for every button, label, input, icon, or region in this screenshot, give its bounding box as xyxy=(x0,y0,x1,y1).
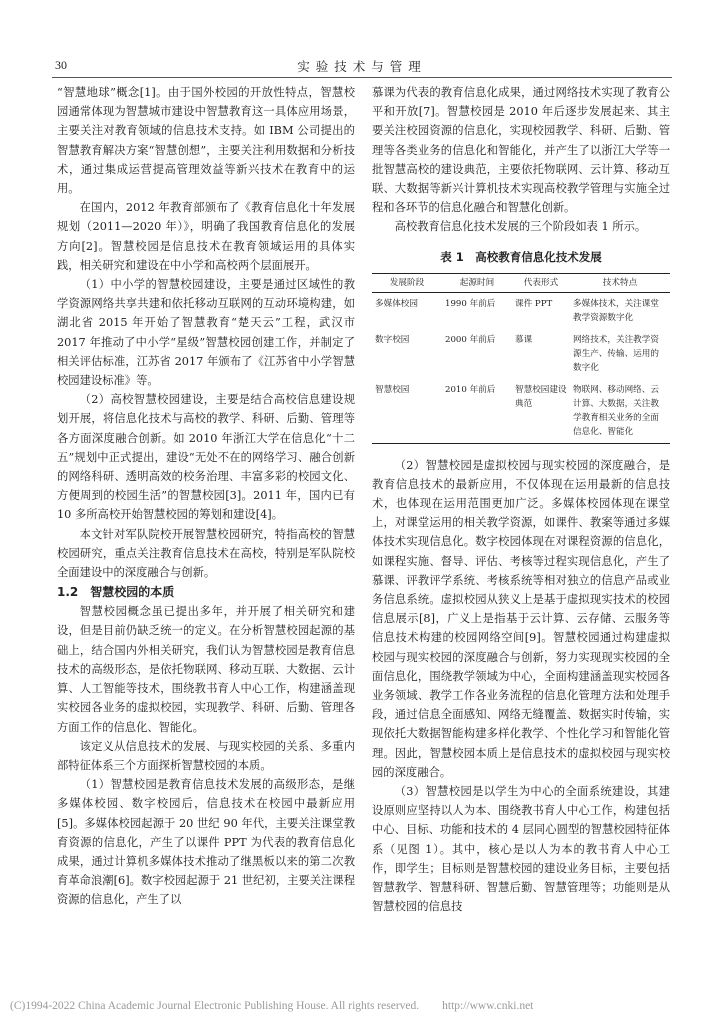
table-cell: 网络技术，关注教学资源生产、传输、运用的数字化 xyxy=(573,334,659,373)
table-cell: 2000 年前后 xyxy=(445,334,496,345)
table-header: 发展阶段 xyxy=(372,273,442,292)
tech-development-table xyxy=(372,273,670,444)
paragraph: 本文针对军队院校开展智慧校园研究，特指高校的智慧校园研究，重点关注教育信息技术在高校，特别是军队院校全面建设中的深度融合与创新。 xyxy=(57,527,355,580)
table-header: 代表形式 xyxy=(512,273,570,292)
table-cell: 课件 PPT xyxy=(515,298,553,309)
paragraph: （1）中小学的智慧校园建设，主要是通过区域性的教学资源网络共享共建和依托移动互联网的互动环境构建，如湖北省 2015 年开始了智慧教育“楚天云”工程，武汉市 2017 年推动了中小学“星级”智慧校园创建工作，并制定了相关评估标准，江苏省 2017 年颁布了《江苏省中小学智慧校园建设标准》等。 xyxy=(57,278,355,388)
table-row xyxy=(372,329,670,379)
table-cell: 2010 年前后 xyxy=(442,379,512,444)
paragraph: “智慧地球”概念[1]。由于国外校园的开放性特点，智慧校园通常体现为智慧城市建设中智慧教育这一具体应用场景，主要关注对教育领域的信息技术支持。如 IBM 公司提出的智慧教育解决方案“智慧创想”，主要关注利用数据和分析技术，通过集成运营提高管理效益等新兴技术在教育中的运用。 xyxy=(57,86,355,196)
left-column xyxy=(57,83,355,910)
page-number: 30 xyxy=(55,58,67,72)
paragraph: 慕课为代表的教育信息化成果，通过网络技术实现了教育公平和开放[7]。智慧校园是 2010 年后逐步发展起来、其主要关注校园资源的信息化，实现校园教学、科研、后勤、管理等各类业务的信息化和智能化，并产生了以浙江大学等一批智慧高校的建设典范，主要依托物联网、云计算、移动互联、大数据等新兴计算机技术实现高校教学管理与实施全过程和各环节的信息化融合和智慧化创新。 xyxy=(372,86,670,215)
table-row xyxy=(372,379,670,444)
table-cell: 1990 年前后 xyxy=(445,298,496,309)
table-cell: 物联网、移动网络、云计算、大数据，关注教学教育相关业务的全面信息化、智能化 xyxy=(570,379,670,444)
paragraph: （1）智慧校园是教育信息技术发展的高级形态，是继多媒体校园、数字校园后，信息技术在校园中最新应用[5]。多媒体校园起源于 20 世纪 90 年代，主要关注课堂教育资源的信息化，产生了以课件 PPT 为代表的教育信息化成果，通过计算机多媒体技术推动了继黑板以来的第二次教育革命浪潮[6]。数字校园起源于 21 世纪初，主要关注课程资源的信息化，产生了以 xyxy=(57,778,355,907)
table-row xyxy=(372,292,670,329)
table-cell: 智慧校园建设典范 xyxy=(512,379,570,444)
table-cell: 慕课 xyxy=(515,334,533,345)
paragraph: 高校教育信息化技术发展的三个阶段如表 1 所示。 xyxy=(394,220,647,234)
table-cell: 多媒体技术，关注课堂教学资源数字化 xyxy=(573,298,659,323)
right-column xyxy=(372,83,670,917)
table-cell: 多媒体校园 xyxy=(375,298,418,309)
journal-title: 实验技术与管理 xyxy=(297,59,427,74)
paragraph: （3）智慧校园是以学生为中心的全面系统建设，其建设原则应坚持以人为本、围绕教书育人中心工作，构建包括中心、目标、功能和技术的 4 层同心圆型的智慧校园特征体系（见图 1）。其中，核心是以人为本的教书育人中心工作，即学生；目标则是智慧校园的建设业务目标，主要包括智慧教学、智慧科研、智慧后勤、智慧管理等；功能则是从智慧校园的信息技 xyxy=(372,785,670,914)
paragraph: 该定义从信息技术的发展、与现实校园的关系、多重内部特征体系三个方面探析智慧校园的本质。 xyxy=(57,739,355,772)
header-rule xyxy=(52,77,672,78)
table-header: 起源时间 xyxy=(442,273,512,292)
paragraph: （2）高校智慧校园建设，主要是结合高校信息建设规划开展，将信息化技术与高校的教学、科研、后勤、管理等各方面深度融合创新。如 2010 年浙江大学在信息化“十二五”规划中正式提出，建设“无处不在的网络学习、融合创新的网络科研、透明高效的校务治理、丰富多彩的校园文化、方便周到的校园生活”的智慧校园[3]。2011 年，国内已有 10 多所高校开始智慧校园的筹划和建设[4]。 xyxy=(57,393,355,522)
section-heading: 1.2 智慧校园的本质 xyxy=(57,585,175,600)
table-cell: 智慧校园 xyxy=(372,379,442,444)
table-header: 技术特点 xyxy=(570,273,670,292)
copyright-footer: (C)1994-2022 China Academic Journal Electronic Publishing House. All rights reserved. http://www.cnki.net xyxy=(10,1000,534,1012)
table-title: 表 1 高校教育信息化技术发展 xyxy=(440,249,602,264)
table-cell: 数字校园 xyxy=(375,334,410,345)
paragraph: 在国内，2012 年教育部颁布了《教育信息化十年发展规划（2011—2020 年）》，明确了我国教育信息化的发展方向[2]。智慧校园是信息技术在教育领域运用的具体实践，相关研究和建设在中小学和高校两个层面展开。 xyxy=(57,201,355,272)
paragraph: （2）智慧校园是虚拟校园与现实校园的深度融合，是教育信息技术的最新应用，不仅体现在运用最新的信息技术，也体现在运用范围更加广泛。多媒体校园体现在课堂上，对课堂运用的相关教学资源，如课件、教案等通过多媒体技术实现信息化。数字校园体现在对课程资源的信息化，如课程实施、督导、评估、考核等过程实现信息化，产生了慕课、评教评学系统、考核系统等相对独立的信息产品或业务信息系统。虚拟校园从狭义上是基于虚拟现实技术的校园信息展示[8]，广义上是指基于云计算、云存储、云服务等信息技术构建的校园网络空间[9]。智慧校园通过构建虚拟校园与现实校园的深度融合与创新，努力实现现实校园的全面信息化，围绕教学领域为中心，全面构建涵盖现实校园各业务领域、教学工作各业务流程的信息化管理方法和处理手段，通过信息全面感知、网络无缝覆盖、数据实时传输，实现依托大数据智能构建多样化教学、个性化学习和智能化管理。因此，智慧校园本质上是信息技术的虚拟校园与现实校园的深度融合。 xyxy=(372,458,670,779)
paragraph: 智慧校园概念虽已提出多年，并开展了相关研究和建设，但是目前仍缺乏统一的定义。在分析智慧校园起源的基础上，结合国内外相关研究，我们认为智慧校园是教育信息技术的高级形态，是依托物联网、移动互联、大数据、云计算、人工智能等技术，围绕教书育人中心工作，构建涵盖现实校园各业务的虚拟校园，实现教学、科研、后勤、管理各方面工作的信息化、智能化。 xyxy=(57,605,355,734)
